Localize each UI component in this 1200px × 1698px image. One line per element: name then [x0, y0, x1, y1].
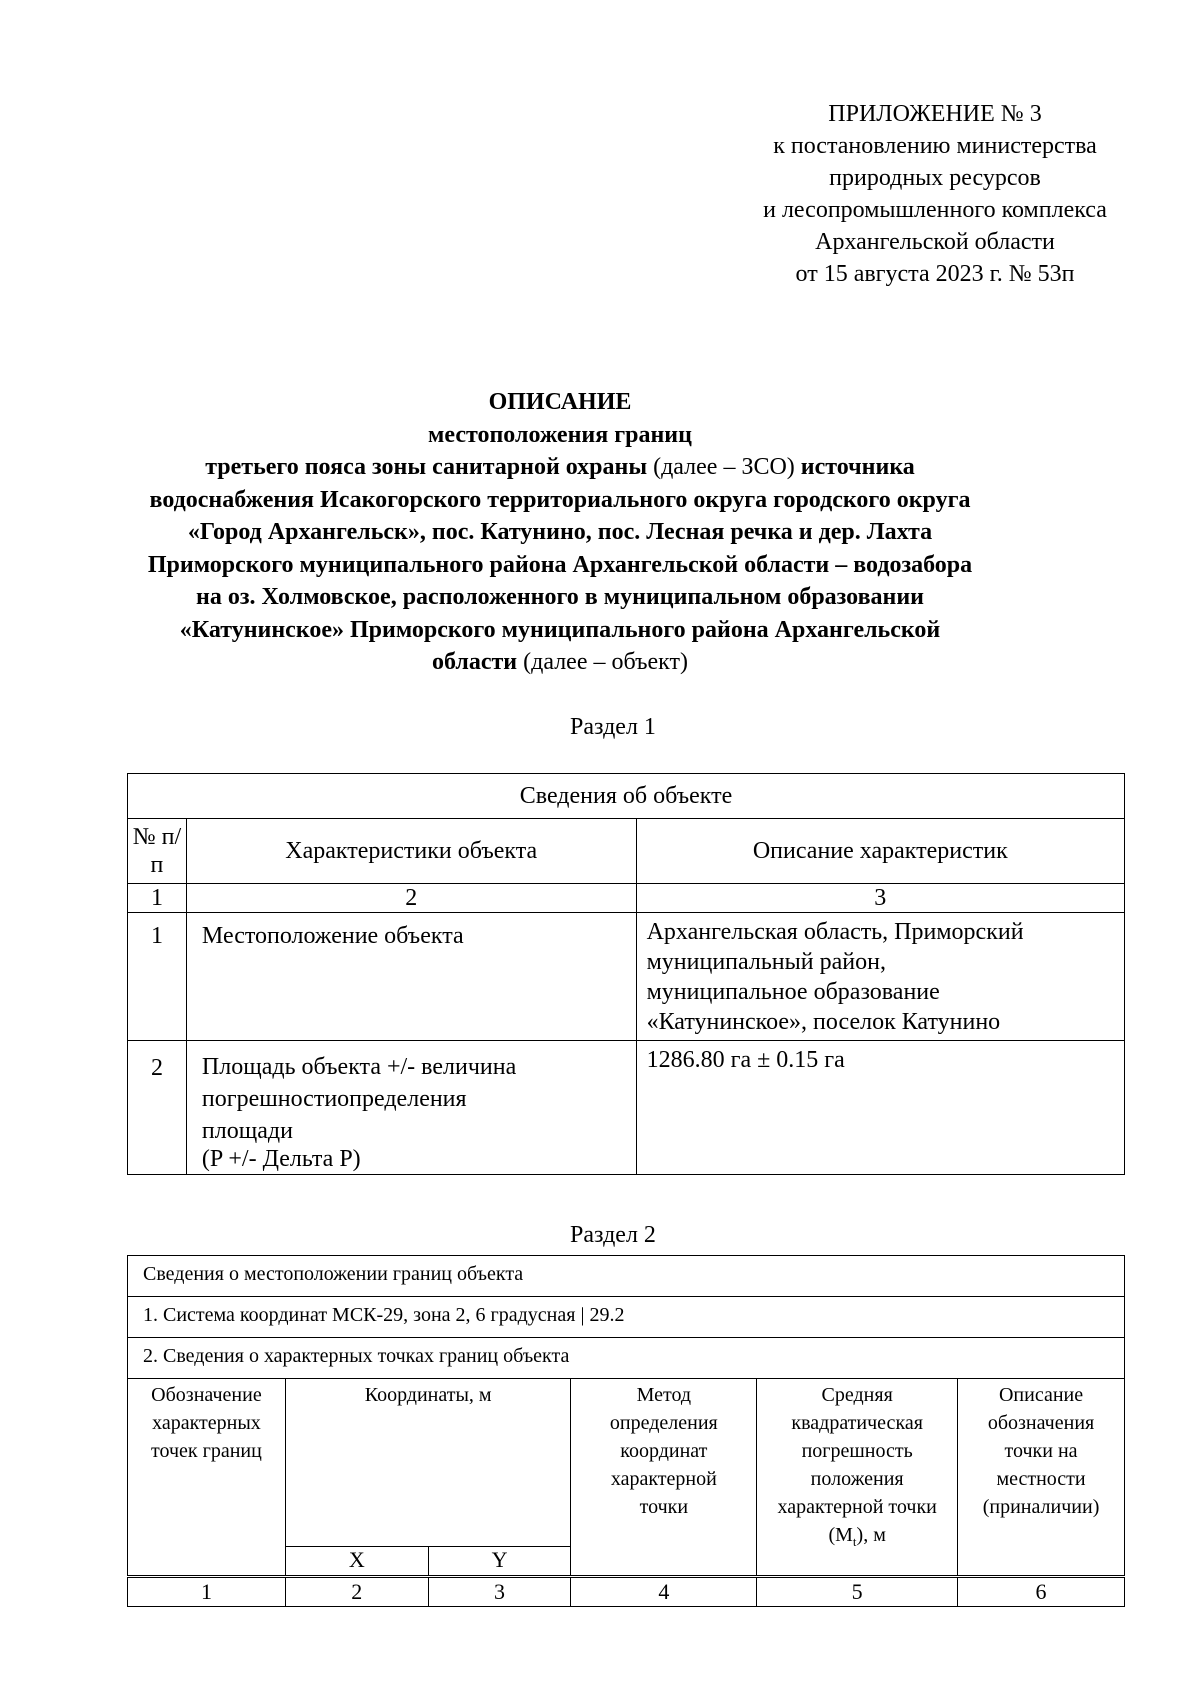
description-line: Архангельская область, Приморский [646, 919, 1024, 945]
row-characteristic [186, 1041, 636, 1175]
column-header-method [571, 1379, 757, 1577]
header-line: определения [609, 1412, 718, 1434]
row-characteristic: Местоположение объекта [186, 913, 636, 1041]
column-header-characteristic: Характеристики объекта [186, 819, 636, 884]
header-line: точки на [1004, 1440, 1078, 1462]
header-line: Обозначение [151, 1384, 262, 1406]
column-header-coordinates: Координаты, м [285, 1379, 571, 1547]
table-caption: Сведения об объекте [128, 774, 1125, 819]
appendix-number: ПРИЛОЖЕНИЕ № 3 [828, 101, 1042, 127]
header-line: координат [620, 1440, 708, 1462]
header-line: характерной [610, 1468, 717, 1490]
table-caption: Сведения о местоположении границ объекта [128, 1256, 1125, 1297]
title-normal-part: (далее – ЗСО) [647, 454, 801, 480]
column-number: 5 [757, 1577, 958, 1607]
column-number: 1 [128, 884, 187, 913]
title-line [60, 646, 1060, 679]
header-line: обозначения [987, 1412, 1095, 1434]
description-line: «Катунинское», поселок Катунино [646, 1009, 1001, 1035]
appendix-line: Архангельской области [815, 229, 1055, 255]
appendix-line: к постановлению министерства [773, 133, 1097, 159]
header-line: положения [810, 1468, 904, 1490]
header-line: (приналичии) [982, 1496, 1100, 1518]
coordinate-system: 1. Система координат МСК-29, зона 2, 6 градусная | 29.2 [128, 1297, 1125, 1338]
title-bold-part: третьего пояса зоны санитарной охраны [205, 454, 648, 480]
header-line: точек границ [151, 1440, 262, 1462]
title-line: на оз. Холмовское, расположенного в муниципальном образовании [195, 584, 925, 610]
column-number: 6 [958, 1577, 1125, 1607]
section2-heading: Раздел 2 [570, 1222, 656, 1248]
column-header-error [757, 1379, 958, 1577]
row-index: 2 [128, 1041, 187, 1175]
appendix-line: и лесопромышленного комплекса [763, 197, 1107, 223]
characteristic-line: (P +/- Дельта P) [201, 1146, 361, 1172]
characteristic-line: площади [201, 1118, 293, 1144]
row-description: 1286.80 га ± 0.15 га [636, 1041, 1124, 1175]
description-line: муниципальное образование [646, 979, 940, 1005]
column-number: 4 [571, 1577, 757, 1607]
column-header-x: X [285, 1547, 428, 1577]
appendix-header [700, 98, 1170, 290]
column-header-number: № п/п [128, 819, 187, 884]
characteristic-line: погрешностиопределения [201, 1086, 467, 1112]
header-line: погрешность [801, 1440, 913, 1462]
column-number: 3 [428, 1577, 571, 1607]
header-line: квадратическая [791, 1412, 923, 1434]
column-header-y: Y [428, 1547, 571, 1577]
column-number: 1 [128, 1577, 286, 1607]
header-line: характерных [152, 1412, 261, 1434]
table-row [128, 1041, 1125, 1175]
header-line: точки [639, 1496, 689, 1518]
title-line: местоположения границ [428, 421, 692, 448]
title-heading: ОПИСАНИЕ [488, 389, 632, 415]
column-header-location-description [958, 1379, 1125, 1577]
title-line: «Город Архангельск», пос. Катунино, пос. Лесная речка и дер. Лахта [187, 519, 933, 545]
title-line: Приморского муниципального района Архангельской области – водозабора [147, 551, 973, 578]
document-title [60, 386, 1060, 679]
characteristic-line: Площадь объекта +/- величина [201, 1054, 517, 1080]
section1-heading: Раздел 1 [570, 714, 656, 740]
boundary-points-table [127, 1255, 1125, 1607]
row-description [636, 913, 1124, 1041]
column-number: 2 [186, 884, 636, 913]
appendix-date: от 15 августа 2023 г. № 53п [795, 261, 1075, 287]
title-line: «Катунинское» Приморского муниципального района Архангельской [179, 616, 941, 643]
column-header-points [128, 1379, 286, 1577]
title-bold-part: области [432, 649, 518, 675]
column-number: 3 [636, 884, 1124, 913]
header-line: Средняя [821, 1384, 893, 1406]
header-line: характерной точки [777, 1496, 937, 1518]
title-bold-part: источника [800, 454, 915, 480]
table-row [128, 913, 1125, 1041]
column-header-description: Описание характеристик [636, 819, 1124, 884]
row-index: 1 [128, 913, 187, 1041]
header-line: Метод [636, 1384, 692, 1406]
title-line: водоснабжения Исакогорского территориального округа городского округа [149, 486, 971, 513]
object-info-table [127, 773, 1125, 1175]
column-number: 2 [285, 1577, 428, 1607]
header-line: местности [996, 1468, 1086, 1490]
points-caption: 2. Сведения о характерных точках границ объекта [128, 1338, 1125, 1379]
appendix-line: природных ресурсов [829, 165, 1041, 191]
title-line [60, 451, 1060, 484]
description-line: муниципальный район, [646, 949, 886, 975]
title-normal-part: (далее – объект) [517, 649, 688, 675]
header-line: Описание [998, 1384, 1084, 1406]
header-line: $(M_t)$, м [828, 1524, 886, 1549]
